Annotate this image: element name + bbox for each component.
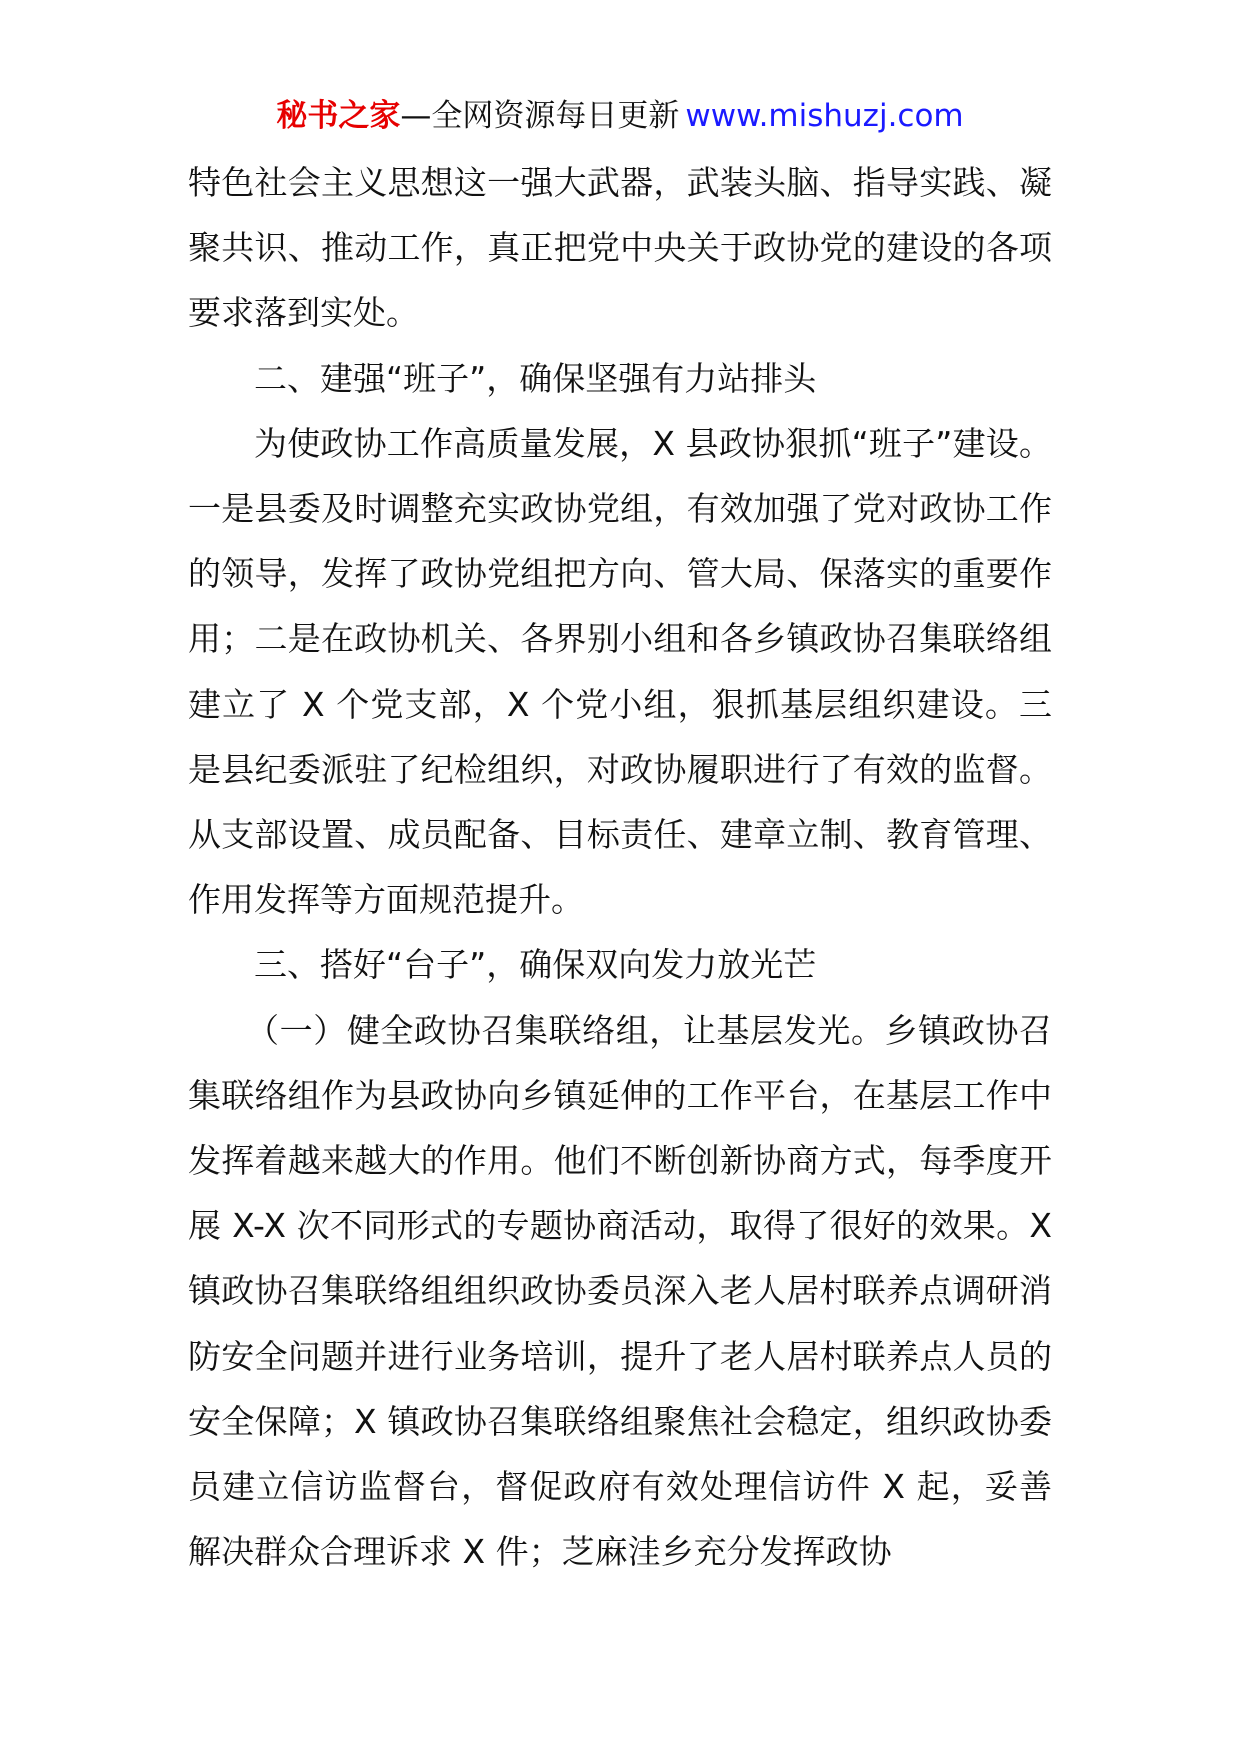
paragraph-continuation: 特色社会主义思想这一强大武器，武装头脑、指导实践、凝聚共识、推动工作，真正把党中央关于政协党的建设的各项要求落到实处。 [188, 163, 1052, 333]
paragraph-body: 为使政协工作高质量发展，X 县政协狠抓“班子”建设。一是县委及时调整充实政协党组，有效加强了党对政协工作的领导，发挥了政协党组把方向、管大局、保落实的重要作用；二是在政协机关、各界别小组和各乡镇政协召集联络组建立了 X 个党支部，X 个党小组，狠抓基层组织建设。三是县纪委派驻了纪检组织，对政协履职进行了有效的监督。从支部设置、成员配备、目标责任、建章立制、教育管理、作用发挥等方面规范提升。 [188, 423, 1052, 920]
section-heading-3: 三、搭好“台子”，确保双向发力放光芒 [254, 945, 817, 985]
page-header [0, 96, 1240, 136]
paragraph-body: （一）健全政协召集联络组，让基层发光。乡镇政协召集联络组作为县政协向乡镇延伸的工作平台，在基层工作中发挥着越来越大的作用。他们不断创新协商方式，每季度开展 X-X 次不同形式的专题协商活动，取得了很好的效果。X 镇政协召集联络组组织政协委员深入老人居村联养点调研消防安全问题并进行业务培训，提升了老人居村联养点人员的安全保障；X 镇政协召集联络组聚焦社会稳定，组织政协委员建立信访监督台，督促政府有效处理信访件 X 起，妥善解决群众合理诉求 X 件；芝麻洼乡充分发挥政协 [188, 1010, 1052, 1572]
site-tagline: —全网资源每日更新 [400, 98, 680, 134]
site-url-link[interactable]: www.mishuzj.com [685, 98, 964, 134]
section-heading-2: 二、建强“班子”，确保坚强有力站排头 [254, 358, 817, 398]
site-brand: 秘书之家 [276, 98, 401, 134]
document-body [188, 150, 1052, 1584]
